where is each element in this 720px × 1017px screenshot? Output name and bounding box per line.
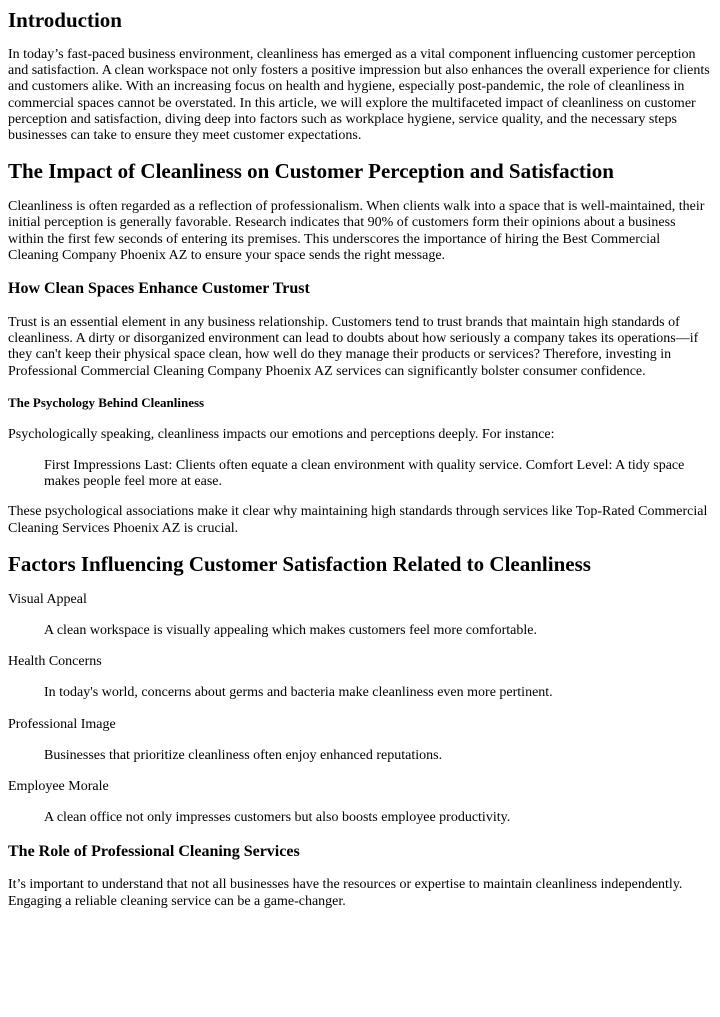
heading-customer-trust: How Clean Spaces Enhance Customer Trust bbox=[8, 280, 310, 298]
heading-impact: The Impact of Cleanliness on Customer Perception and Satisfaction bbox=[8, 159, 614, 184]
paragraph-introduction: In today’s fast-paced business environment, cleanliness has emerged as a vital component influencing customer perception and satisfaction. A clean workspace not only fosters a positive impression but also enhances the overall experience for clients and customers alike. With an increasing focus on health and hygiene, especially post-pandemic, the role of cleanliness in commercial spaces cannot be overstated. In this article, we will explore the multifaceted impact of cleanliness on customer perception and satisfaction, diving deep into factors such as workplace hygiene, service quality, and the necessary steps businesses can take to ensure they meet customer expectations. bbox=[8, 47, 710, 144]
heading-psychology: The Psychology Behind Cleanliness bbox=[8, 394, 205, 410]
factor-description: A clean workspace is visually appealing which makes customers feel more comfortable. bbox=[44, 623, 537, 639]
factor-description: A clean office not only impresses customers but also boosts employee productivity. bbox=[44, 810, 511, 826]
paragraph-impact: Cleanliness is often regarded as a reflection of professionalism. When clients walk into a space that is well-maintained, their initial perception is generally favorable. Research indicates that 90% of customers form their opinions about a business within the first few seconds of entering its premises. This underscores the importance of hiring the Best Commercial Cleaning Company Phoenix AZ to ensure your space sends the right message. bbox=[8, 199, 705, 263]
factor-title: Professional Image bbox=[8, 716, 116, 732]
paragraph-customer-trust: Trust is an essential element in any business relationship. Customers tend to trust brands that maintain high standards of cleanliness. A dirty or disorganized environment can lead to doubts about how seriously a company takes its operations—if they can't keep their physical space clean, how well do they manage their products or services? Therefore, investing in Professional Commercial Cleaning Company Phoenix AZ services can significantly bolster consumer confidence. bbox=[8, 315, 699, 379]
paragraph-psychology: Psychologically speaking, cleanliness impacts our emotions and perceptions deeply. For instance: bbox=[8, 426, 555, 442]
paragraph-psychology-associations: These psychological associations make it clear why maintaining high standards through services like Top-Rated Commercial Cleaning Services Phoenix AZ is crucial. bbox=[8, 504, 708, 536]
factor-title: Health Concerns bbox=[8, 654, 102, 670]
factor-title: Visual Appeal bbox=[8, 591, 87, 607]
quote-psychology: First Impressions Last: Clients often equate a clean environment with quality service. Comfort Level: A tidy space makes people feel more at ease. bbox=[44, 458, 685, 490]
factor-title: Employee Morale bbox=[8, 779, 109, 795]
heading-factors: Factors Influencing Customer Satisfaction Related to Cleanliness bbox=[8, 551, 591, 576]
factor-description: In today's world, concerns about germs and bacteria make cleanliness even more pertinent. bbox=[44, 685, 553, 701]
heading-introduction: Introduction bbox=[8, 8, 122, 32]
factor-description: Businesses that prioritize cleanliness often enjoy enhanced reputations. bbox=[44, 747, 443, 763]
heading-professional-cleaning: The Role of Professional Cleaning Services bbox=[8, 843, 300, 861]
paragraph-professional-cleaning: It’s important to understand that not all businesses have the resources or expertise to maintain cleanliness independently. Engaging a reliable cleaning service can be a game-changer. bbox=[8, 877, 683, 909]
